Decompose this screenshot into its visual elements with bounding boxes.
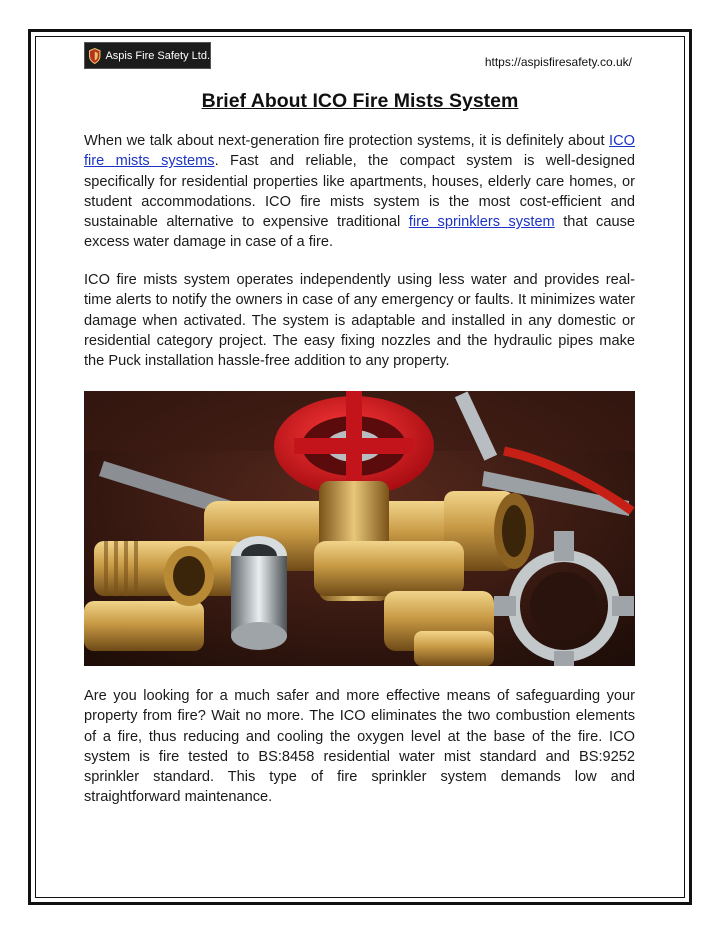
company-logo[interactable] bbox=[84, 42, 211, 69]
paragraph-intro-text-1: When we talk about next-generation fire protection systems, it is definitely about bbox=[84, 133, 610, 149]
paragraph-intro-text-3: that cause excess water damage in case of a fire. bbox=[84, 214, 635, 251]
paragraph-intro bbox=[84, 131, 635, 253]
logo-text: Aspis Fire Safety Ltd. bbox=[105, 49, 210, 62]
paragraph-benefits: Are you looking for a much safer and more effective means of safeguarding your property from fire? Wait no more. The ICO eliminates the two combustion elements of a fire, thus reducing and cooling the oxygen level at the base of the fire. ICO system is fire tested to BS:8458 residential water mist standard and BS:9252 sprinkler standard. This type of fire sprinkler system demands low and straightforward maintenance. bbox=[84, 688, 635, 806]
fire-sprinklers-link[interactable]: fire sprinklers system bbox=[408, 214, 555, 231]
shield-icon bbox=[88, 45, 101, 67]
page-title: Brief About ICO Fire Mists System bbox=[201, 90, 519, 112]
site-url[interactable]: https://aspisfiresafety.co.uk/ bbox=[484, 55, 632, 69]
paragraph-intro-text-2: . Fast and reliable, the compact system is well-designed specifically for residential properties like apartments, houses, elderly care homes, or student accommodations. ICO fire mists system is the most cost-efficient and sustainable alternative to expensive traditional bbox=[84, 153, 635, 231]
paragraph-operation: ICO fire mists system operates independently using less water and provides real-time alerts to notify the owners in case of any emergency or faults. It minimizes water damage when activated. The system is adaptable and installed in any domestic or residential category project. The easy fixing nozzles and the hydraulic pipes make the Puck installation hassle-free addition to any property. bbox=[84, 272, 635, 370]
fire-fittings-photo bbox=[84, 391, 635, 666]
ico-fire-mists-link[interactable]: ICO fire mists systems bbox=[84, 133, 635, 170]
